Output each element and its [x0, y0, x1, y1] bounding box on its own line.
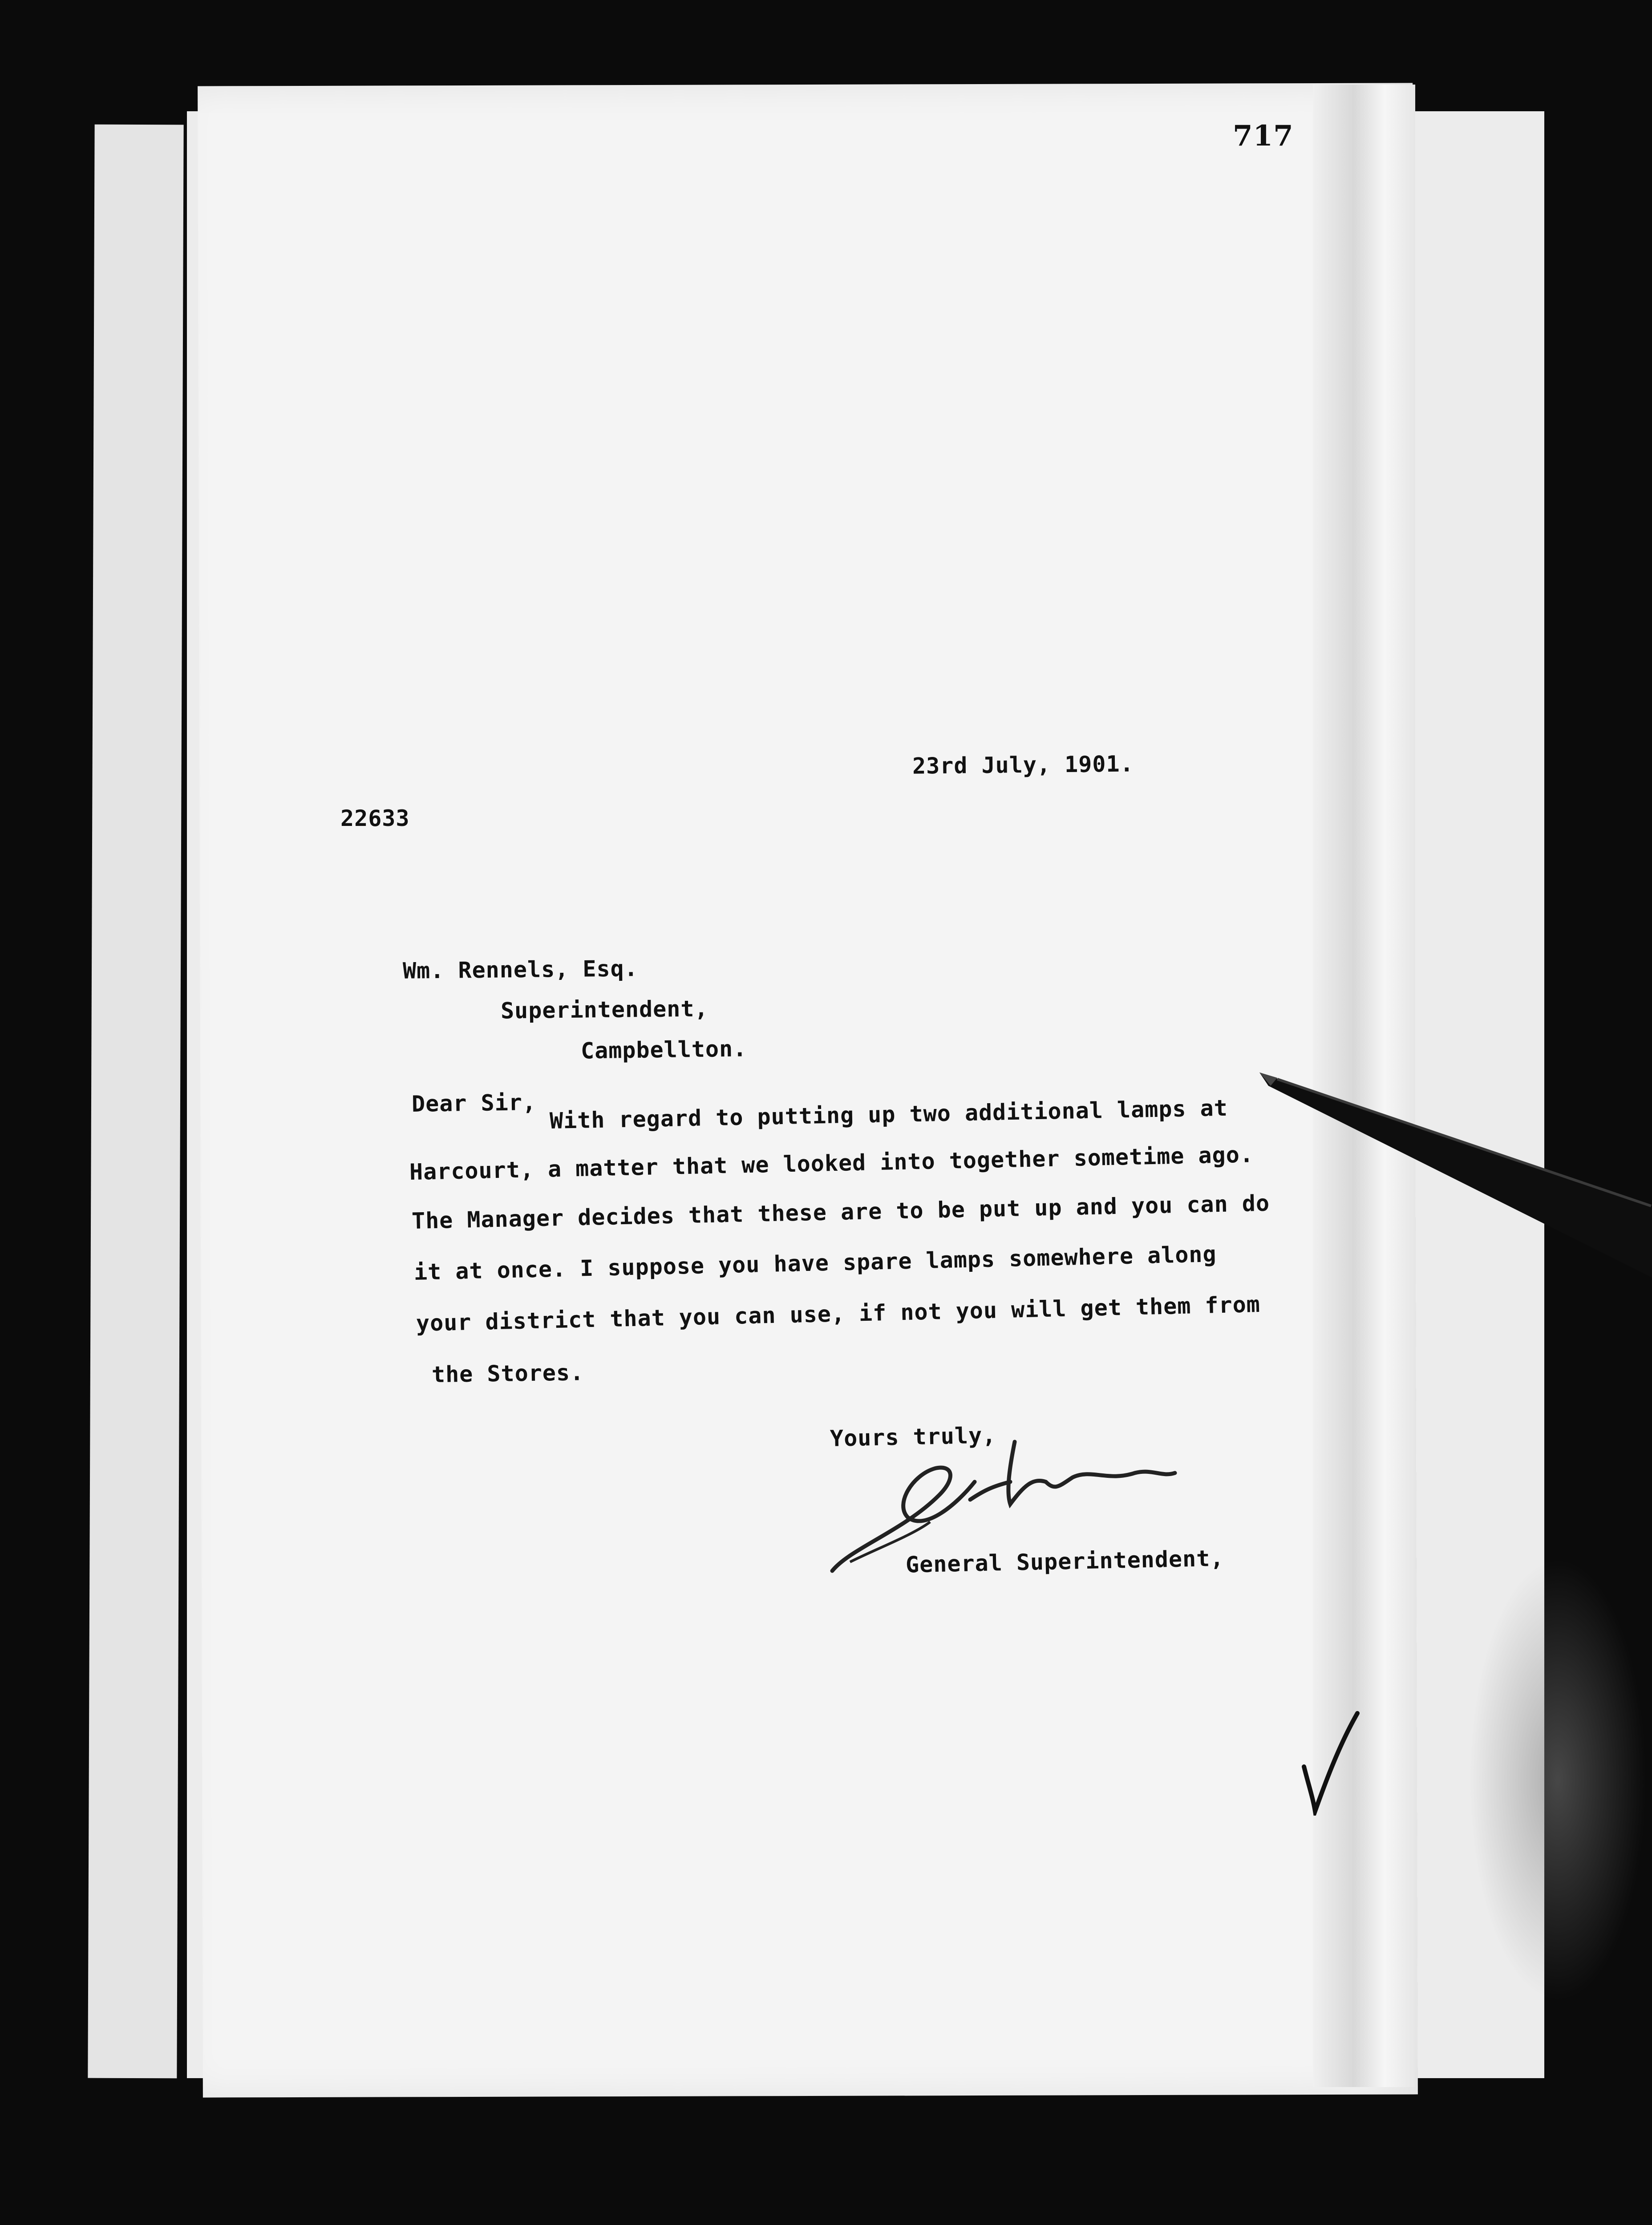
body-line: the Stores. [431, 1359, 584, 1388]
back-sheet-left [88, 125, 183, 2079]
signer-title: General Superintendent, [905, 1545, 1224, 1578]
addressee-title: Superintendent, [500, 995, 709, 1024]
body-line: it at once. I suppose you have spare lamps somewhere along [413, 1241, 1217, 1285]
letter-date: 23rd July, 1901. [912, 751, 1134, 779]
addressee-place: Campbellton. [580, 1036, 747, 1064]
body-line: With regard to putting up two additional lamps at [549, 1095, 1228, 1134]
body-line: The Manager decides that these are to be put up and you can do [411, 1190, 1270, 1234]
file-number: 22633 [340, 805, 410, 831]
body-line: your district that you can use, if not you will get them from [416, 1291, 1261, 1336]
shadow-smudge [1469, 1558, 1647, 2002]
check-mark [1300, 1709, 1362, 1816]
page-number: 717 [1233, 119, 1294, 153]
salutation: Dear Sir, [411, 1089, 537, 1117]
addressee-name: Wm. Rennels, Esq. [402, 955, 639, 984]
closing: Yours truly, [830, 1422, 996, 1452]
body-line: Harcourt, a matter that we looked into together sometime ago. [409, 1141, 1254, 1185]
letter-page [198, 83, 1418, 2097]
pen [1259, 1059, 1652, 1290]
